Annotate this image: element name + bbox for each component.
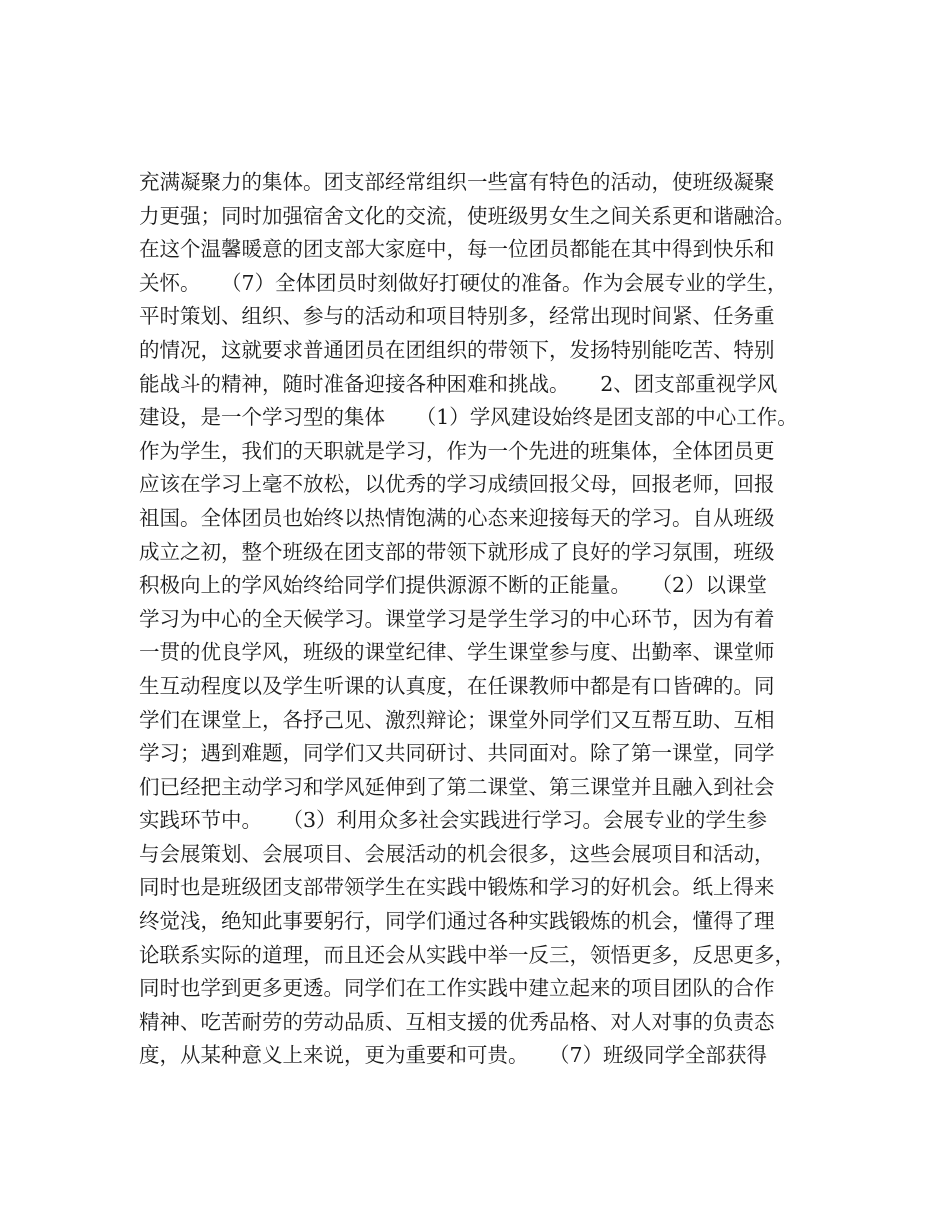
text-line: 充满凝聚力的集体。团支部经常组织一些富有特色的活动，使班级凝聚 <box>139 170 775 194</box>
text-line: 精神、吃苦耐劳的劳动品质、互相支援的优秀品格、对人对事的负责态 <box>139 1009 775 1034</box>
text-line: 的情况，这就要求普通团员在团组织的带领下，发扬特别能吃苦、特别 <box>139 337 775 362</box>
text-line: 学们在课堂上，各抒己见、激烈辩论；课堂外同学们又互帮互助、互相 <box>139 707 775 732</box>
text-line: 建设，是一个学习型的集体 （1）学风建设始终是团支部的中心工作。 <box>139 405 798 430</box>
text-line: 应该在学习上毫不放松，以优秀的学习成绩回报父母，回报老师，回报 <box>139 472 775 497</box>
text-line: 与会展策划、会展项目、会展活动的机会很多，这些会展项目和活动， <box>139 841 775 866</box>
body-paragraph <box>139 166 819 1073</box>
text-line: 学习为中心的全天候学习。课堂学习是学生学习的中心环节，因为有着 <box>139 606 775 631</box>
text-line: 实践环节中。 （3）利用众多社会实践进行学习。会展专业的学生参 <box>139 808 768 833</box>
text-line: 学习；遇到难题，同学们又共同研讨、共同面对。除了第一课堂，同学 <box>139 741 775 766</box>
text-line: 论联系实际的道理，而且还会从实践中举一反三，领悟更多，反思更多， <box>139 942 795 967</box>
text-line: 同时也是班级团支部带领学生在实践中锻炼和学习的好机会。纸上得来 <box>139 875 775 900</box>
text-line: 祖国。全体团员也始终以热情饱满的心态来迎接每天的学习。自从班级 <box>139 505 775 530</box>
text-line: 积极向上的学风始终给同学们提供源源不断的正能量。 （2）以课堂 <box>139 573 768 598</box>
text-line: 关怀。 （7）全体团员时刻做好打硬仗的准备。作为会展专业的学生， <box>139 270 788 295</box>
text-line: 生互动程度以及学生听课的认真度，在任课教师中都是有口皆碑的。同 <box>139 673 775 698</box>
text-line: 在这个温馨暖意的团支部大家庭中，每一位团员都能在其中得到快乐和 <box>139 237 775 262</box>
text-line: 作为学生，我们的天职就是学习，作为一个先进的班集体，全体团员更 <box>139 438 775 463</box>
text-line: 能战斗的精神，随时准备迎接各种困难和挑战。 2、团支部重视学风 <box>139 371 778 396</box>
text-line: 度，从某种意义上来说，更为重要和可贵。 （7）班级同学全部获得 <box>139 1043 768 1068</box>
text-line: 力更强；同时加强宿舍文化的交流，使班级男女生之间关系更和谐融洽。 <box>139 203 795 228</box>
text-line: 平时策划、组织、参与的活动和项目特别多，经常出现时间紧、任务重 <box>139 304 775 329</box>
text-line: 一贯的优良学风，班级的课堂纪律、学生课堂参与度、出勤率、课堂师 <box>139 640 775 665</box>
text-line: 终觉浅，绝知此事要躬行，同学们通过各种实践锻炼的机会，懂得了理 <box>139 909 775 934</box>
text-line: 们已经把主动学习和学风延伸到了第二课堂、第三课堂并且融入到社会 <box>139 774 775 799</box>
text-line: 成立之初，整个班级在团支部的带领下就形成了良好的学习氛围，班级 <box>139 539 775 564</box>
text-line: 同时也学到更多更透。同学们在工作实践中建立起来的项目团队的合作 <box>139 976 775 1001</box>
